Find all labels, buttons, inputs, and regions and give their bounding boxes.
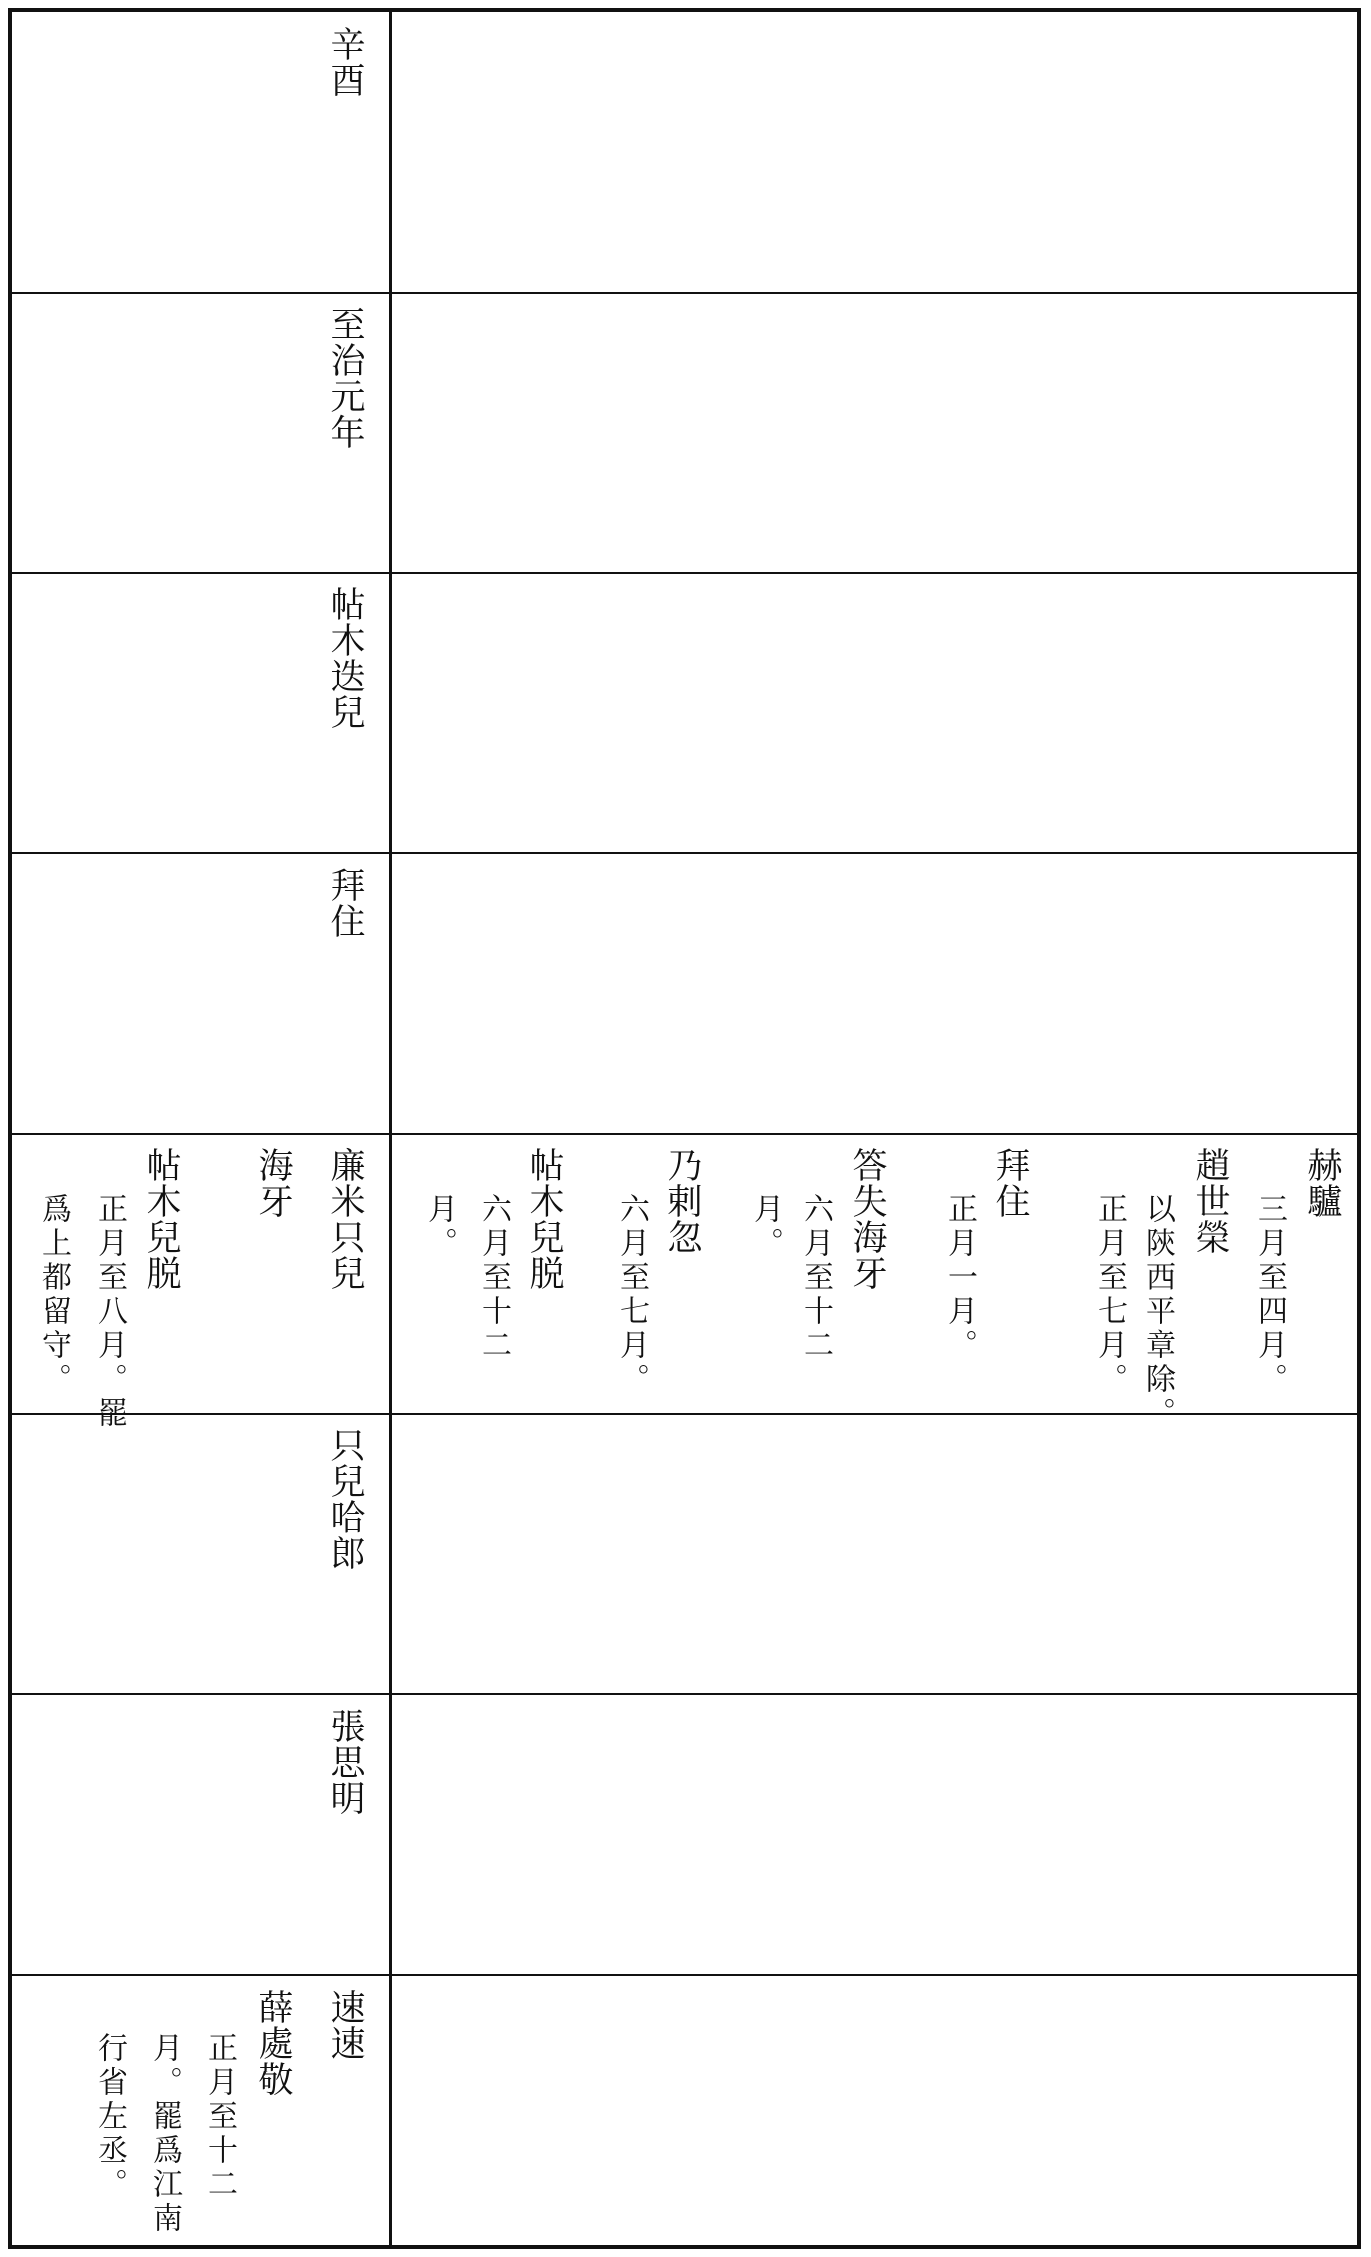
entry-name: 答失海牙 bbox=[847, 1147, 887, 1291]
entry-name: 趙世榮 bbox=[1190, 1147, 1230, 1255]
left-cell bbox=[12, 1695, 392, 1974]
table-row bbox=[12, 1976, 1357, 2245]
left-cell bbox=[12, 1135, 392, 1431]
entry-note: 月。 bbox=[422, 1193, 457, 1261]
left-cell bbox=[12, 1415, 392, 1693]
entry-note: 三月至四月。 bbox=[1252, 1193, 1287, 1397]
entry-name: 赫驢 bbox=[1302, 1147, 1342, 1219]
left-cell bbox=[12, 854, 392, 1133]
row-label: 至治元年 bbox=[325, 306, 365, 450]
entry-name: 帖木兒脱 bbox=[524, 1147, 564, 1291]
row-label: 帖木迭兒 bbox=[325, 586, 365, 730]
row-label: 拜住 bbox=[325, 867, 365, 939]
entry-name: 帖木兒脱 bbox=[141, 1147, 181, 1291]
right-cell bbox=[392, 854, 1357, 1133]
entry-note: 月。 bbox=[748, 1193, 783, 1261]
right-cell bbox=[392, 294, 1357, 572]
row-label: 辛酉 bbox=[325, 26, 365, 98]
table-row bbox=[12, 12, 1357, 294]
entry-note: 月。罷爲江南 bbox=[147, 2032, 182, 2236]
table-row bbox=[12, 1695, 1357, 1976]
entry-note: 爲上都留守。 bbox=[36, 1193, 71, 1397]
table-row bbox=[12, 1415, 1357, 1695]
entry-name: 拜住 bbox=[990, 1147, 1030, 1219]
entry-note: 行省左丞。 bbox=[92, 2032, 127, 2202]
entry-name: 海牙 bbox=[253, 1147, 293, 1219]
right-cell bbox=[392, 574, 1357, 852]
entry-name: 乃剌忽 bbox=[662, 1147, 702, 1255]
entry-note: 六月至七月。 bbox=[614, 1193, 649, 1397]
right-cell bbox=[392, 12, 1357, 292]
entry-note: 正月至十二 bbox=[202, 2032, 237, 2202]
row-label: 廉米只兒 bbox=[325, 1147, 365, 1291]
table-row bbox=[12, 1135, 1357, 1431]
entry-note: 六月至十二 bbox=[798, 1193, 833, 1363]
entry-note: 正月至七月。 bbox=[1092, 1193, 1127, 1397]
table-grid bbox=[8, 8, 1361, 2249]
right-cell bbox=[392, 1695, 1357, 1974]
entry-note: 正月至八月。罷 bbox=[92, 1193, 127, 1431]
entry-note: 正月一月。 bbox=[942, 1193, 977, 1363]
left-cell bbox=[12, 574, 392, 852]
table-row bbox=[12, 854, 1357, 1135]
entry-note: 以陝西平章除。 bbox=[1140, 1193, 1175, 1431]
right-cell bbox=[392, 1415, 1357, 1693]
row-label: 張思明 bbox=[325, 1708, 365, 1816]
table-row bbox=[12, 294, 1357, 574]
left-cell bbox=[12, 1976, 392, 2245]
right-cell bbox=[392, 1135, 1357, 1431]
row-label: 只兒哈郎 bbox=[325, 1427, 365, 1571]
left-cell bbox=[12, 12, 392, 292]
table-row bbox=[12, 574, 1357, 854]
entry-name: 薛處敬 bbox=[253, 1989, 293, 2097]
row-label: 速速 bbox=[325, 1989, 365, 2061]
left-cell bbox=[12, 294, 392, 572]
right-cell bbox=[392, 1976, 1357, 2245]
entry-note: 六月至十二 bbox=[476, 1193, 511, 1363]
